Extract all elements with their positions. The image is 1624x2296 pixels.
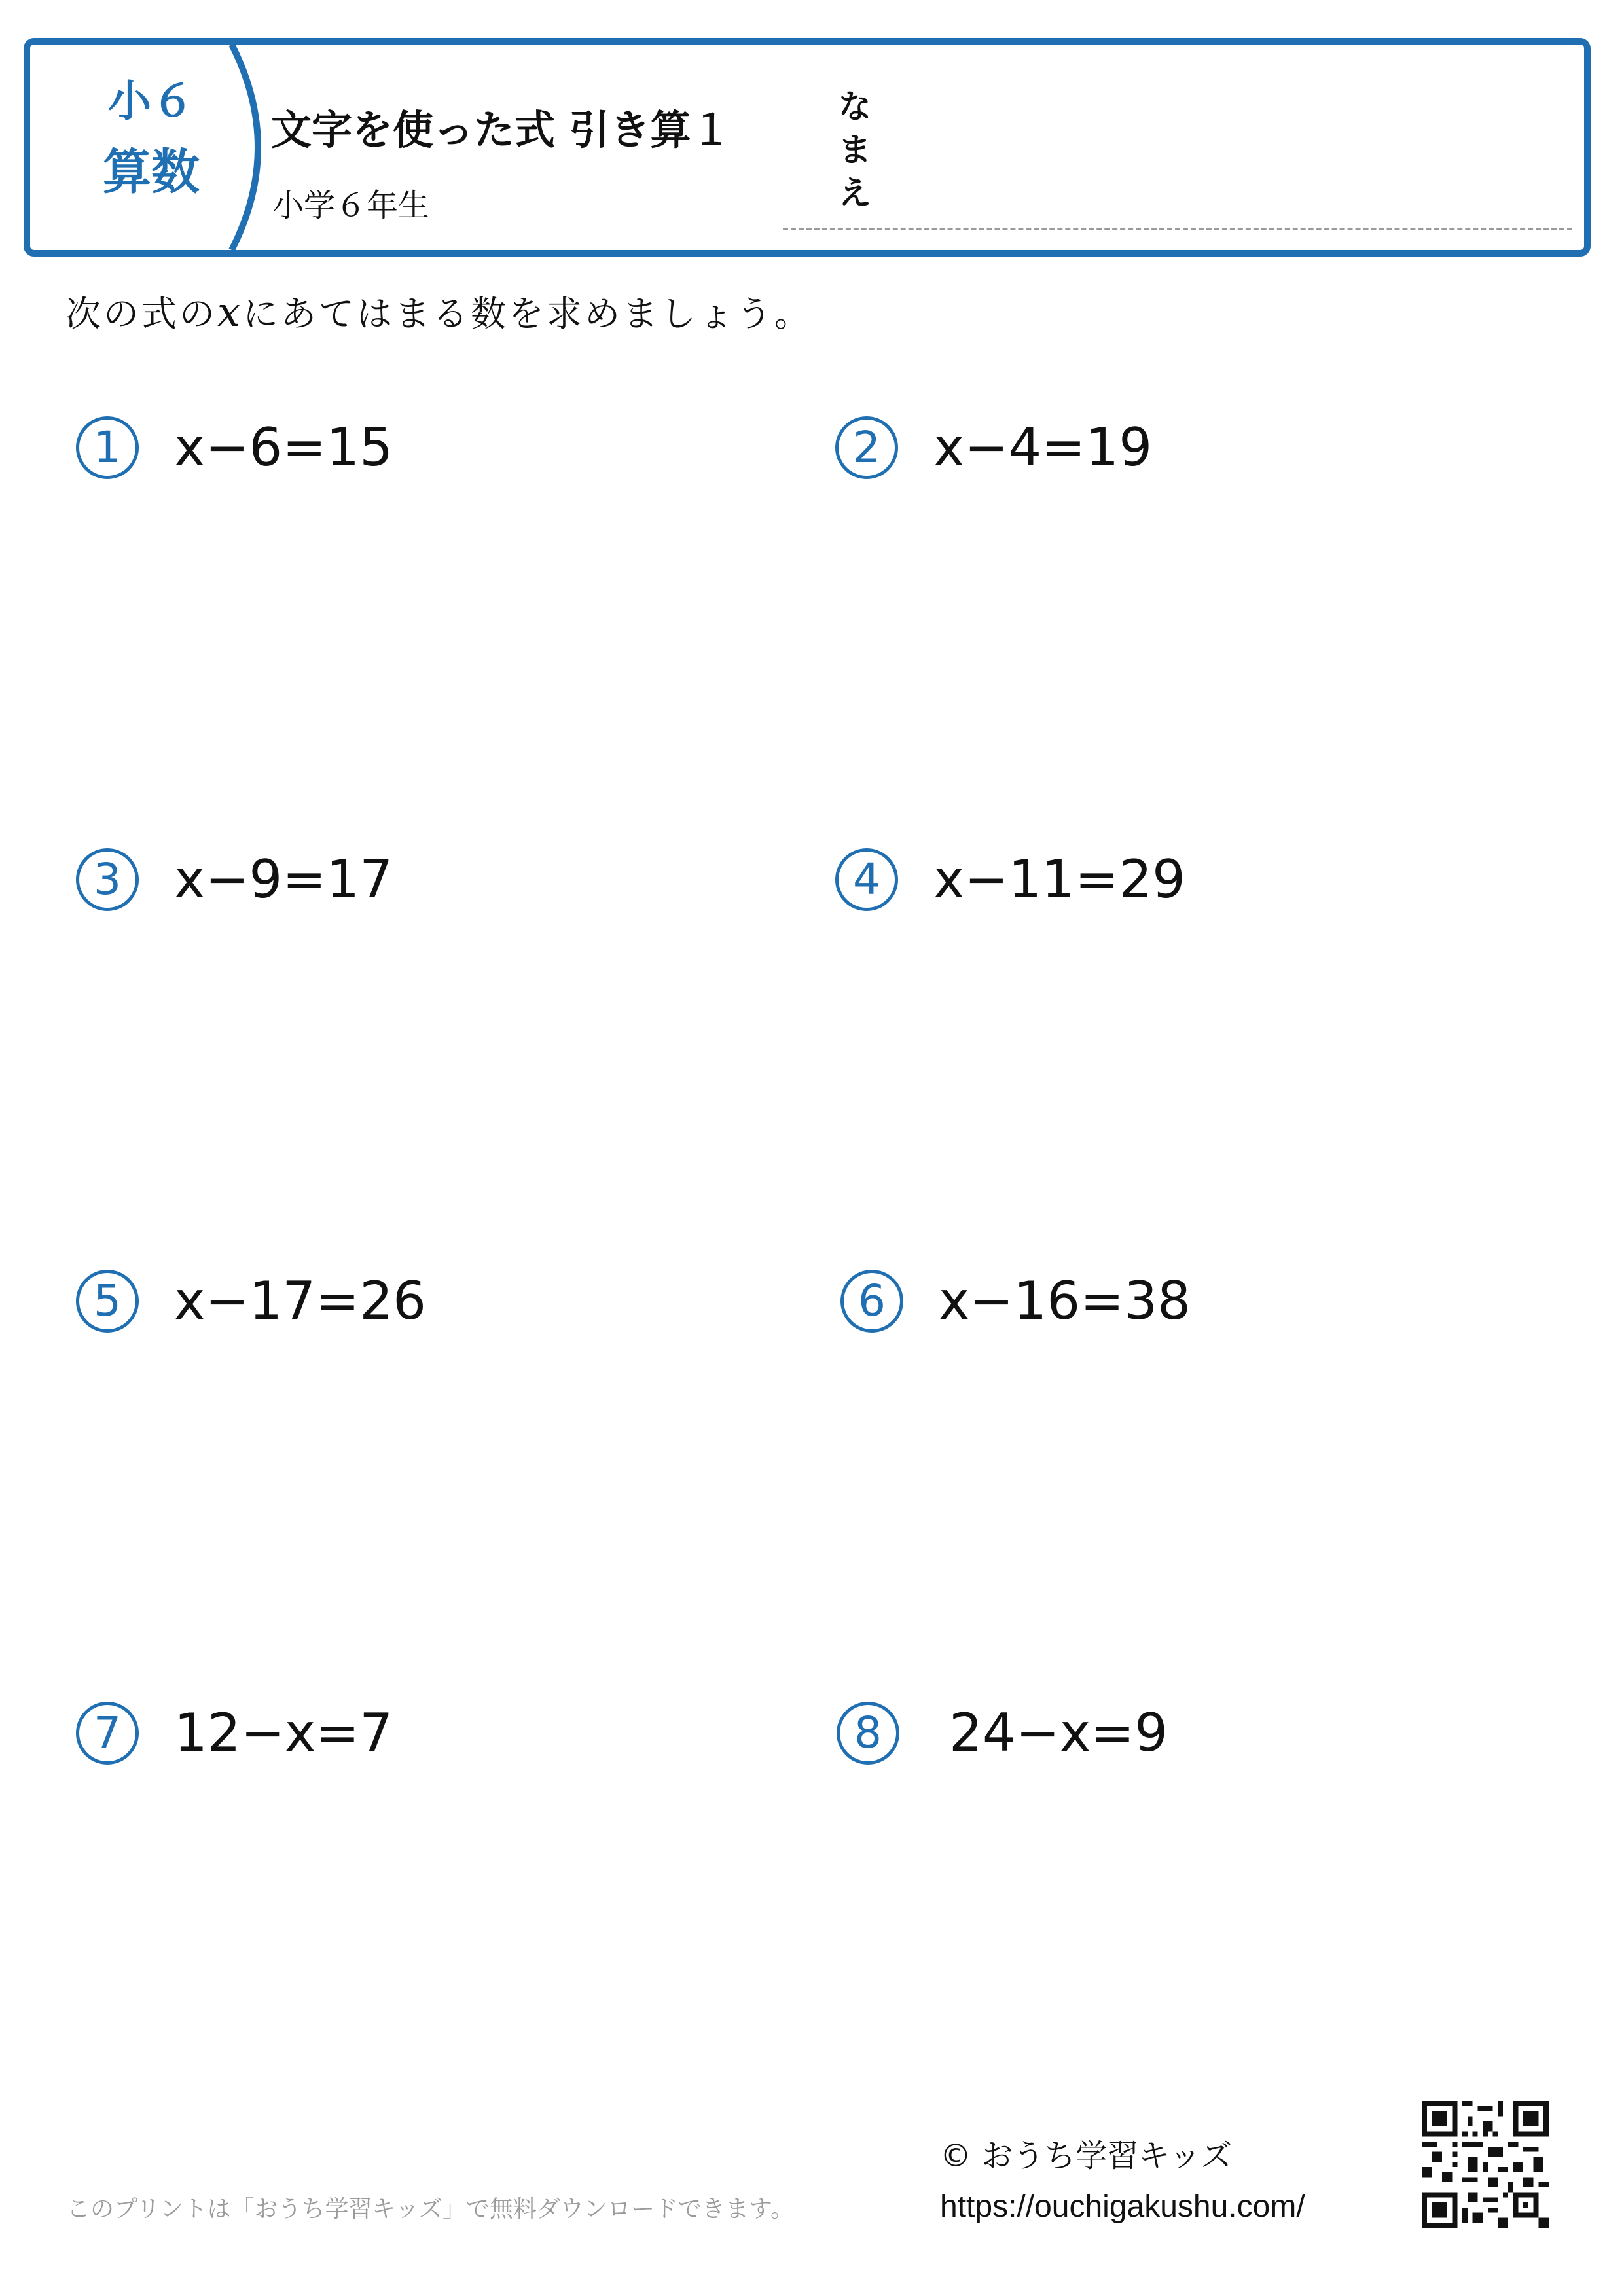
site-url-link[interactable]: https://ouchigakushu.com/ <box>940 2189 1305 2224</box>
subject-badge: 算数 <box>103 144 200 200</box>
name-write-line[interactable] <box>783 228 1572 230</box>
problem-number-3: 3 <box>76 848 139 911</box>
problem-expression-8: 24−x=9 <box>949 1702 1168 1763</box>
problem-number-1: 1 <box>76 416 139 479</box>
instruction-text <box>65 288 812 336</box>
qr-code-icon <box>1422 2101 1549 2228</box>
problem-expression-4: x−11=29 <box>933 849 1185 910</box>
problem-expression-3: x−9=17 <box>174 849 393 910</box>
problem-expression-5: x−17=26 <box>174 1270 426 1331</box>
copyright-text: © おうち学習キッズ <box>940 2138 1233 2174</box>
problem-expression-1: x−6=15 <box>174 417 393 478</box>
problem-expression-6: x−16=38 <box>939 1270 1191 1331</box>
problem-expression-7: 12−x=7 <box>174 1702 393 1763</box>
worksheet-header <box>24 38 1591 257</box>
name-char-2: ま <box>839 131 871 169</box>
problem-number-2: 2 <box>835 416 898 479</box>
problem-number-7: 7 <box>76 1702 139 1765</box>
grade-label: 小学６年生 <box>272 187 430 224</box>
footer-download-note: このプリントは「おうち学習キッズ」で無料ダウンロードできます。 <box>67 2196 794 2223</box>
name-label <box>837 85 873 215</box>
worksheet-title: 文字を使った式 引き算１ <box>271 106 732 154</box>
problem-number-8: 8 <box>837 1702 899 1765</box>
instruction-variable: x <box>217 288 243 336</box>
name-char-3: え <box>839 174 871 212</box>
problem-number-5: 5 <box>76 1270 139 1333</box>
name-char-1: な <box>839 88 871 126</box>
problem-expression-2: x−4=19 <box>933 417 1153 478</box>
grade-badge: 小６ <box>108 76 194 126</box>
instruction-after: にあてはまる数を求めましょう。 <box>242 293 812 334</box>
instruction-before: 次の式の <box>65 293 217 334</box>
problem-number-6: 6 <box>840 1270 903 1333</box>
problem-number-4: 4 <box>835 848 898 911</box>
